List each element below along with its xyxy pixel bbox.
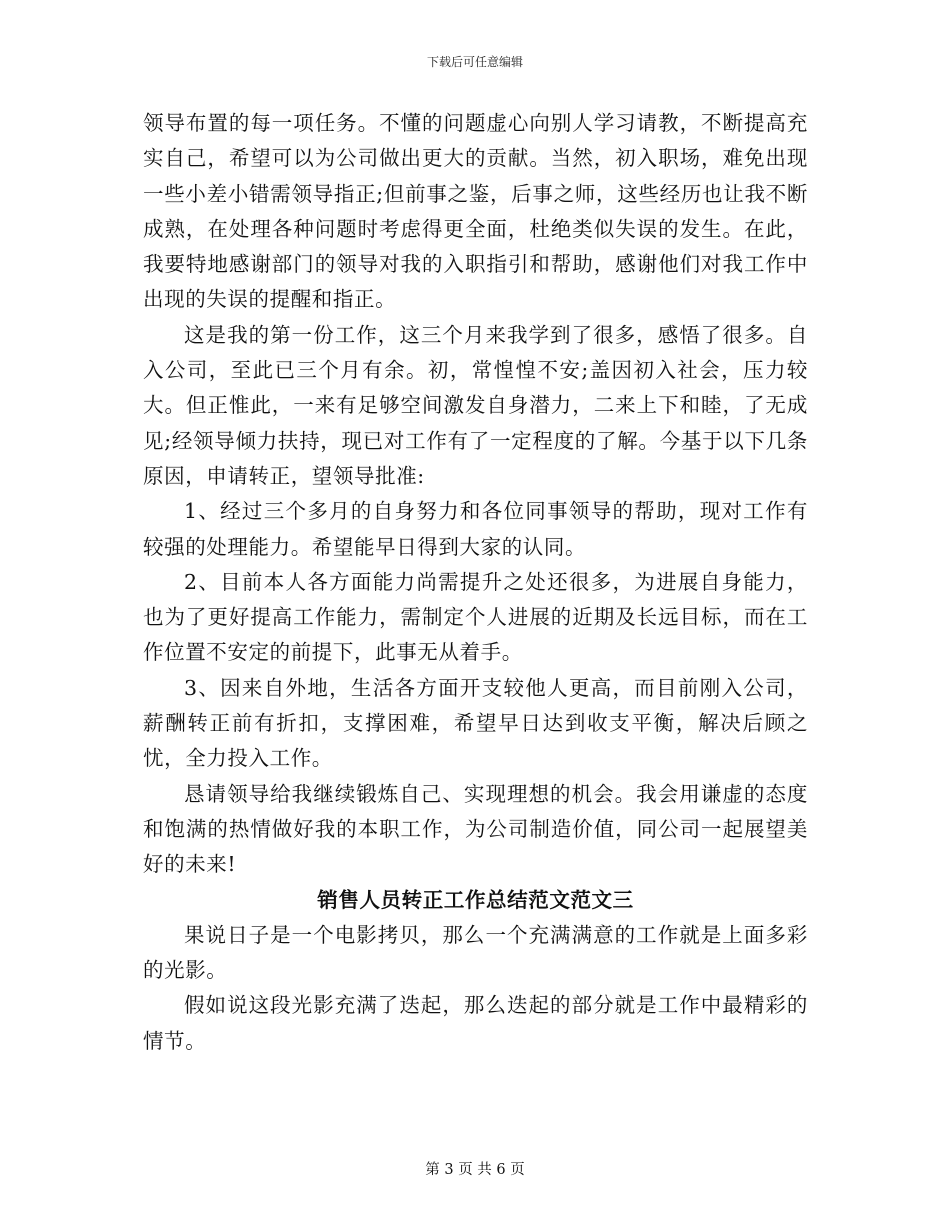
paragraph-4: 2、目前本人各方面能力尚需提升之处还很多，为进展自身能力，也为了更好提高工作能力，需制定个人进展的近期及长远目标，而在工作位置不安定的前提下，此事无从着手。 — [143, 569, 808, 665]
page-header: 下载后可任意编辑 — [426, 55, 523, 69]
paragraph-2: 这是我的第一份工作，这三个月来我学到了很多，感悟了很多。自入公司，至此已三个月有余。初，常惶惶不安;盖因初入社会，压力较大。但正惟此，一来有足够空间激发自身潜力，二来上下和睦，了无成见;经领导倾力扶持，现已对工作有了一定程度的了解。今基于以下几条原因，申请转正，望领导批准: — [143, 322, 808, 488]
paragraph-6: 恳请领导给我继续锻炼自己、实现理想的机会。我会用谦虚的态度和饱满的热情做好我的本职工作，为公司制造价值，同公司一起展望美好的未来! — [143, 781, 808, 877]
paragraph-1: 领导布置的每一项任务。不懂的问题虚心向别人学习请教，不断提高充实自己，希望可以为公司做出更大的贡献。当然，初入职场，难免出现一些小差小错需领导指正;但前事之鉴，后事之师，这些经历也让我不断成熟，在处理各种问题时考虑得更全面，杜绝类似失误的发生。在此，我要特地感谢部门的领导对我的入职指引和帮助，感谢他们对我工作中出现的失误的提醒和指正。 — [143, 111, 808, 312]
section-title: 销售人员转正工作总结范文范文三 — [317, 887, 634, 912]
paragraph-3: 1、经过三个多月的自身努力和各位同事领导的帮助，现对工作有较强的处理能力。希望能早日得到大家的认同。 — [143, 499, 808, 559]
section-paragraph-2: 假如说这段光影充满了迭起，那么迭起的部分就是工作中最精彩的情节。 — [143, 993, 808, 1053]
paragraph-5: 3、因来自外地，生活各方面开支较他人更高，而目前刚入公司，薪酬转正前有折扣，支撑困难，希望早日达到收支平衡，解决后顾之忧，全力投入工作。 — [143, 675, 808, 771]
section-paragraph-1: 果说日子是一个电影拷贝，那么一个充满满意的工作就是上面多彩的光影。 — [143, 922, 808, 983]
page-footer: 第 3 页 共 6 页 — [425, 1162, 525, 1178]
document-body — [143, 106, 808, 1059]
